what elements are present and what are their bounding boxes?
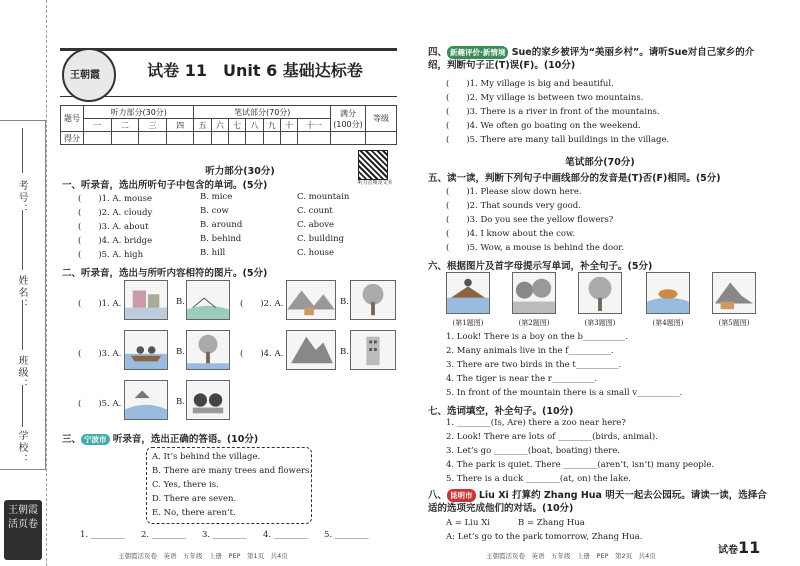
s6-image-4[interactable] [646, 272, 690, 314]
score-header-written: 笔试部分(70分) [194, 106, 331, 119]
score-cell[interactable] [194, 132, 211, 145]
q2-3: ( )3. A. [78, 349, 122, 359]
q6-1: 1. Look! There is a boy on the b__________. [446, 332, 629, 342]
q7-4: 4. The park is quiet. There ________(aren’t, isn’t) many people. [446, 460, 715, 470]
s6-image-1[interactable] [446, 272, 490, 314]
logo-seal [62, 48, 116, 102]
q5-5: ( )5. Wow, a mouse is behind the door. [446, 243, 625, 253]
speaker-a: A = Liu Xi [446, 518, 490, 528]
q4-3: ( )3. There is a river in front of the mountains. [446, 107, 660, 117]
score-header-tihao: 题号 [61, 106, 84, 132]
section-5-title: 五、读一读，判断下列句子中画线部分的发音是(T)否(F)相同。(5分) [428, 173, 721, 184]
score-cell[interactable] [246, 132, 263, 145]
q1-3: ( )3. A. about [78, 222, 149, 232]
option-d: D. There are seven. [152, 494, 237, 504]
footer-left: 王朝霞活页卷 英语 五年级 上册 PEP 第1页 共4页 [118, 552, 288, 560]
q5-2: ( )2. That sounds very good. [446, 201, 581, 211]
class-label: 班级： [16, 355, 27, 391]
brand-line-2: 活页卷 [8, 519, 38, 530]
q2-3b-image[interactable] [186, 330, 230, 370]
section-3-title [62, 431, 258, 445]
col-1: 一 [84, 119, 112, 132]
q6-3: 3. There are two birds in the t__________. [446, 360, 622, 370]
q2-4b-image[interactable] [350, 330, 396, 370]
answer-1[interactable]: 1. ________ [80, 530, 125, 540]
s4-title-text: Sue的家乡被评为“美丽乡村”。请听Sue对自己家乡的介绍，判断句子正(T)误(F)。(10分) [428, 47, 755, 71]
q5-3: ( )3. Do you see the yellow flowers? [446, 215, 614, 225]
q6-4: 4. The tiger is near the r__________. [446, 374, 598, 384]
exam-number-line [22, 128, 23, 173]
col-11: 十一 [298, 119, 331, 132]
answer-3[interactable]: 3. ________ [202, 530, 247, 540]
section-4-title [428, 46, 768, 72]
q7-5: 5. There is a duck ________(at, on) the lake. [446, 474, 631, 484]
score-cell[interactable] [298, 132, 331, 145]
q1-5: ( )5. A. high [78, 250, 144, 260]
listening-heading: 听力部分(30分) [205, 166, 275, 177]
q1-3-b: B. around [200, 220, 243, 230]
score-cell[interactable] [280, 132, 297, 145]
footer-right: 王朝霞活页卷 英语 五年级 上册 PEP 第2页 共4页 [486, 552, 656, 560]
score-cell[interactable] [166, 132, 194, 145]
q6-2: 2. Many animals live in the f__________. [446, 346, 614, 356]
q2-4a-image[interactable] [286, 330, 336, 370]
score-cell[interactable] [139, 132, 167, 145]
exam-number-label: 考号： [16, 180, 27, 216]
q7-1: 1. ________(Is, Are) there a zoo near here? [446, 418, 626, 428]
score-cell[interactable] [263, 132, 280, 145]
full-sub-label: (100分) [333, 119, 363, 129]
binding-strip [0, 0, 47, 566]
option-a: A. It’s behind the village. [152, 452, 261, 462]
q2-2b-label: B. [340, 297, 349, 307]
q2-5b-label: B. [176, 397, 185, 407]
caption-4: (第4题图) [652, 319, 684, 327]
section-2-title: 二、听录音，选出与所听内容相符的图片。(5分) [62, 268, 268, 279]
caption-3: (第3题图) [584, 319, 616, 327]
name-label: 姓名： [16, 275, 27, 311]
q4-4: ( )4. We often go boating on the weekend. [446, 121, 641, 131]
s8-tag: 昆明市 [447, 489, 476, 502]
q5-1: ( )1. Please slow down here. [446, 187, 582, 197]
score-row-label: 得分 [61, 132, 84, 145]
q2-1a-image[interactable] [124, 280, 168, 320]
s3-title-text: 听录音，选出正确的答语。(10分) [112, 434, 259, 445]
q2-3b-label: B. [176, 347, 185, 357]
score-cell[interactable] [229, 132, 246, 145]
col-2: 二 [111, 119, 139, 132]
col-4: 四 [166, 119, 194, 132]
s3-prefix: 三、 [62, 434, 82, 445]
q1-2-c: C. count [297, 206, 333, 216]
caption-1: (第1题图) [452, 319, 484, 327]
option-e: E. No, there aren’t. [152, 508, 236, 518]
score-table [60, 105, 397, 145]
s8-prefix: 八、 [428, 490, 448, 501]
class-line [22, 300, 23, 350]
col-8: 八 [246, 119, 263, 132]
col-9: 九 [263, 119, 280, 132]
option-c: C. Yes, there is. [152, 480, 219, 490]
q7-3: 3. Let’s go ________(boat, boating) there. [446, 446, 621, 456]
school-line [22, 385, 23, 427]
q2-2b-image[interactable] [350, 280, 396, 320]
q1-3-c: C. above [297, 220, 335, 230]
q2-5b-image[interactable] [186, 380, 230, 420]
answer-2[interactable]: 2. ________ [141, 530, 186, 540]
caption-5: (第5题图) [718, 319, 750, 327]
brand-line-1: 王朝霞 [8, 505, 38, 516]
full-label: 满分 [340, 108, 356, 118]
q2-5a-image[interactable] [124, 380, 168, 420]
q1-2-b: B. cow [200, 206, 229, 216]
col-7: 七 [229, 119, 246, 132]
section-8-title [428, 489, 768, 515]
col-3: 三 [139, 119, 167, 132]
q6-5: 5. In front of the mountain there is a small v__________. [446, 388, 683, 398]
qr-caption: 听力音频及文本 [357, 180, 393, 186]
s3-region-tag: 宁波市 [81, 434, 110, 445]
logo-text: 王朝霞 [70, 70, 100, 81]
q1-4: ( )4. A. bridge [78, 236, 153, 246]
score-cell[interactable] [366, 132, 397, 145]
col-5: 五 [194, 119, 211, 132]
q7-2: 2. Look! There are lots of ________(birds, animal). [446, 432, 658, 442]
col-10: 十 [280, 119, 297, 132]
score-cell[interactable] [211, 132, 228, 145]
answer-5[interactable]: 5. ________ [324, 530, 369, 540]
option-b: B. There are many trees and flowers. [152, 466, 313, 476]
brand-logo [4, 500, 42, 560]
score-header-full [331, 106, 366, 132]
q1-5-b: B. hill [200, 248, 226, 258]
s4-prefix: 四、 [428, 47, 448, 58]
q2-5: ( )5. A. [78, 399, 122, 409]
page-number [718, 538, 760, 557]
q2-2: ( )2. A. [240, 299, 284, 309]
q1-1-c: C. mountain [297, 192, 350, 202]
q2-1b-label: B. [176, 297, 185, 307]
q2-3a-image[interactable] [124, 330, 168, 370]
q1-5-c: C. house [297, 248, 335, 258]
q4-1: ( )1. My village is big and beautiful. [446, 79, 614, 89]
page-no: 11 [738, 538, 761, 557]
q2-1: ( )1. A. [78, 299, 122, 309]
score-cell[interactable] [331, 132, 366, 145]
score-header-listening: 听力部分(30分) [84, 106, 194, 119]
s8-title-text: Liu Xi 打算约 Zhang Hua 明天一起去公园玩。请读一读，选择合适的选项完成他们的对话。(10分) [428, 490, 767, 514]
s6-image-2[interactable] [512, 272, 556, 314]
q1-1: ( )1. A. mouse [78, 194, 153, 204]
school-label: 学校： [16, 430, 27, 466]
q5-4: ( )4. I know about the cow. [446, 229, 575, 239]
q1-2: ( )2. A. cloudy [78, 208, 153, 218]
q2-4: ( )4. A. [240, 349, 284, 359]
s4-tag: 新趣评价·新情境 [447, 46, 508, 59]
answer-4[interactable]: 4. ________ [263, 530, 308, 540]
col-6: 六 [211, 119, 228, 132]
score-header-grade: 等级 [366, 106, 397, 132]
s6-image-5[interactable] [712, 272, 756, 314]
page-title: 试卷 11 Unit 6 基础达标卷 [147, 61, 363, 80]
q2-2a-image[interactable] [286, 280, 336, 320]
q2-1b-image[interactable] [186, 280, 230, 320]
section-1-title: 一、听录音，选出所听句子中包含的单词。(5分) [62, 180, 268, 191]
page-label: 试卷 [718, 545, 738, 556]
q1-4-b: B. behind [200, 234, 242, 244]
speaker-b: B = Zhang Hua [518, 518, 585, 528]
s6-image-3[interactable] [578, 272, 622, 314]
dialog-line-1: A: Let’s go to the park tomorrow, Zhang Hua. [446, 532, 643, 542]
name-line [22, 210, 23, 270]
q1-1-b: B. mice [200, 192, 233, 202]
score-cell[interactable] [84, 132, 112, 145]
score-cell[interactable] [111, 132, 139, 145]
section-7-title: 七、选词填空，补全句子。(10分) [428, 406, 574, 417]
section-6-title: 六、根据图片及首字母提示写单词，补全句子。(5分) [428, 261, 653, 272]
q4-2: ( )2. My village is between two mountains. [446, 93, 644, 103]
q2-4b-label: B. [340, 347, 349, 357]
written-heading: 笔试部分(70分) [565, 157, 635, 168]
q4-5: ( )5. There are many tall buildings in the village. [446, 135, 670, 145]
qr-code[interactable] [358, 150, 388, 180]
caption-2: (第2题图) [518, 319, 550, 327]
q1-4-c: C. building [297, 234, 345, 244]
